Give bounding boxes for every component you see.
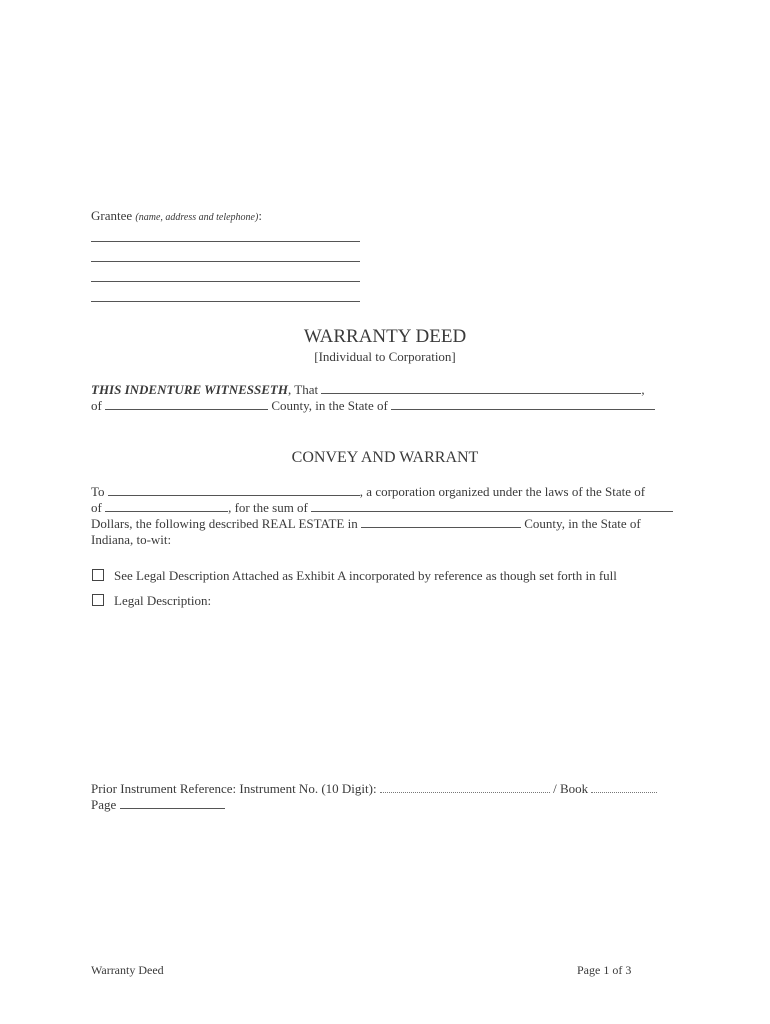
footer-right: Page 1 of 3	[577, 963, 632, 977]
grantee-colon: :	[258, 208, 262, 223]
corp-state-field[interactable]	[105, 500, 228, 512]
indenture-line-2	[91, 398, 655, 414]
grantee-line-2[interactable]	[91, 261, 360, 262]
grantee-hint: (name, address and telephone)	[135, 212, 259, 223]
indenture-that: , That	[287, 382, 319, 397]
grantee-line-1[interactable]	[91, 241, 360, 242]
grantor-state-field[interactable]	[391, 398, 655, 410]
grantee-line-3[interactable]	[91, 281, 360, 282]
to-of: of	[91, 500, 102, 515]
page-field[interactable]	[120, 797, 225, 809]
convey-heading: CONVEY AND WARRANT	[291, 449, 479, 466]
indenture-of: of	[91, 398, 102, 413]
to-line-3	[91, 516, 641, 532]
legal-description-label: Legal Description:	[114, 593, 212, 608]
prior-text: Prior Instrument Reference: Instrument No. (10 Digit):	[91, 781, 377, 796]
to-county-state: County, in the State of	[524, 516, 641, 531]
indenture-lead: THIS INDENTURE WITNESSETH	[91, 382, 288, 397]
legal-description-checkbox[interactable]	[92, 594, 104, 606]
instrument-number-field[interactable]	[380, 781, 550, 793]
indenture-line-1	[91, 382, 645, 398]
prior-line-2	[91, 797, 225, 813]
grantee-corp-field[interactable]	[108, 484, 360, 496]
exhibit-a-checkbox[interactable]	[92, 569, 104, 581]
document-subtitle: [Individual to Corporation]	[314, 349, 456, 364]
dollars-text: Dollars, the following described REAL ESTATE in	[91, 516, 358, 531]
grantee-label: Grantee	[91, 208, 133, 223]
sum-text: , for the sum of	[228, 500, 308, 515]
page-text: Page	[91, 797, 117, 812]
indenture-county-state: County, in the State of	[271, 398, 388, 413]
corp-text: , a corporation organized under the laws of the State of	[359, 484, 646, 499]
grantee-line-4[interactable]	[91, 301, 360, 302]
to-label: To	[91, 484, 105, 499]
grantee-label-line	[91, 208, 262, 226]
real-estate-county-field[interactable]	[361, 516, 521, 528]
grantor-county-field[interactable]	[105, 398, 268, 410]
to-line-1	[91, 484, 645, 500]
book-text: / Book	[553, 781, 589, 796]
footer-left: Warranty Deed	[91, 963, 164, 977]
exhibit-a-label: See Legal Description Attached as Exhibit A incorporated by reference as though set forth in full	[114, 568, 617, 583]
grantor-name-field[interactable]	[321, 382, 641, 394]
book-field[interactable]	[591, 781, 657, 793]
prior-line-1	[91, 781, 657, 797]
indenture-comma: ,	[641, 382, 645, 397]
to-line-4: Indiana, to-wit:	[91, 532, 172, 547]
document-title: WARRANTY DEED	[303, 326, 467, 347]
to-line-2	[91, 500, 673, 516]
sum-field[interactable]	[311, 500, 673, 512]
